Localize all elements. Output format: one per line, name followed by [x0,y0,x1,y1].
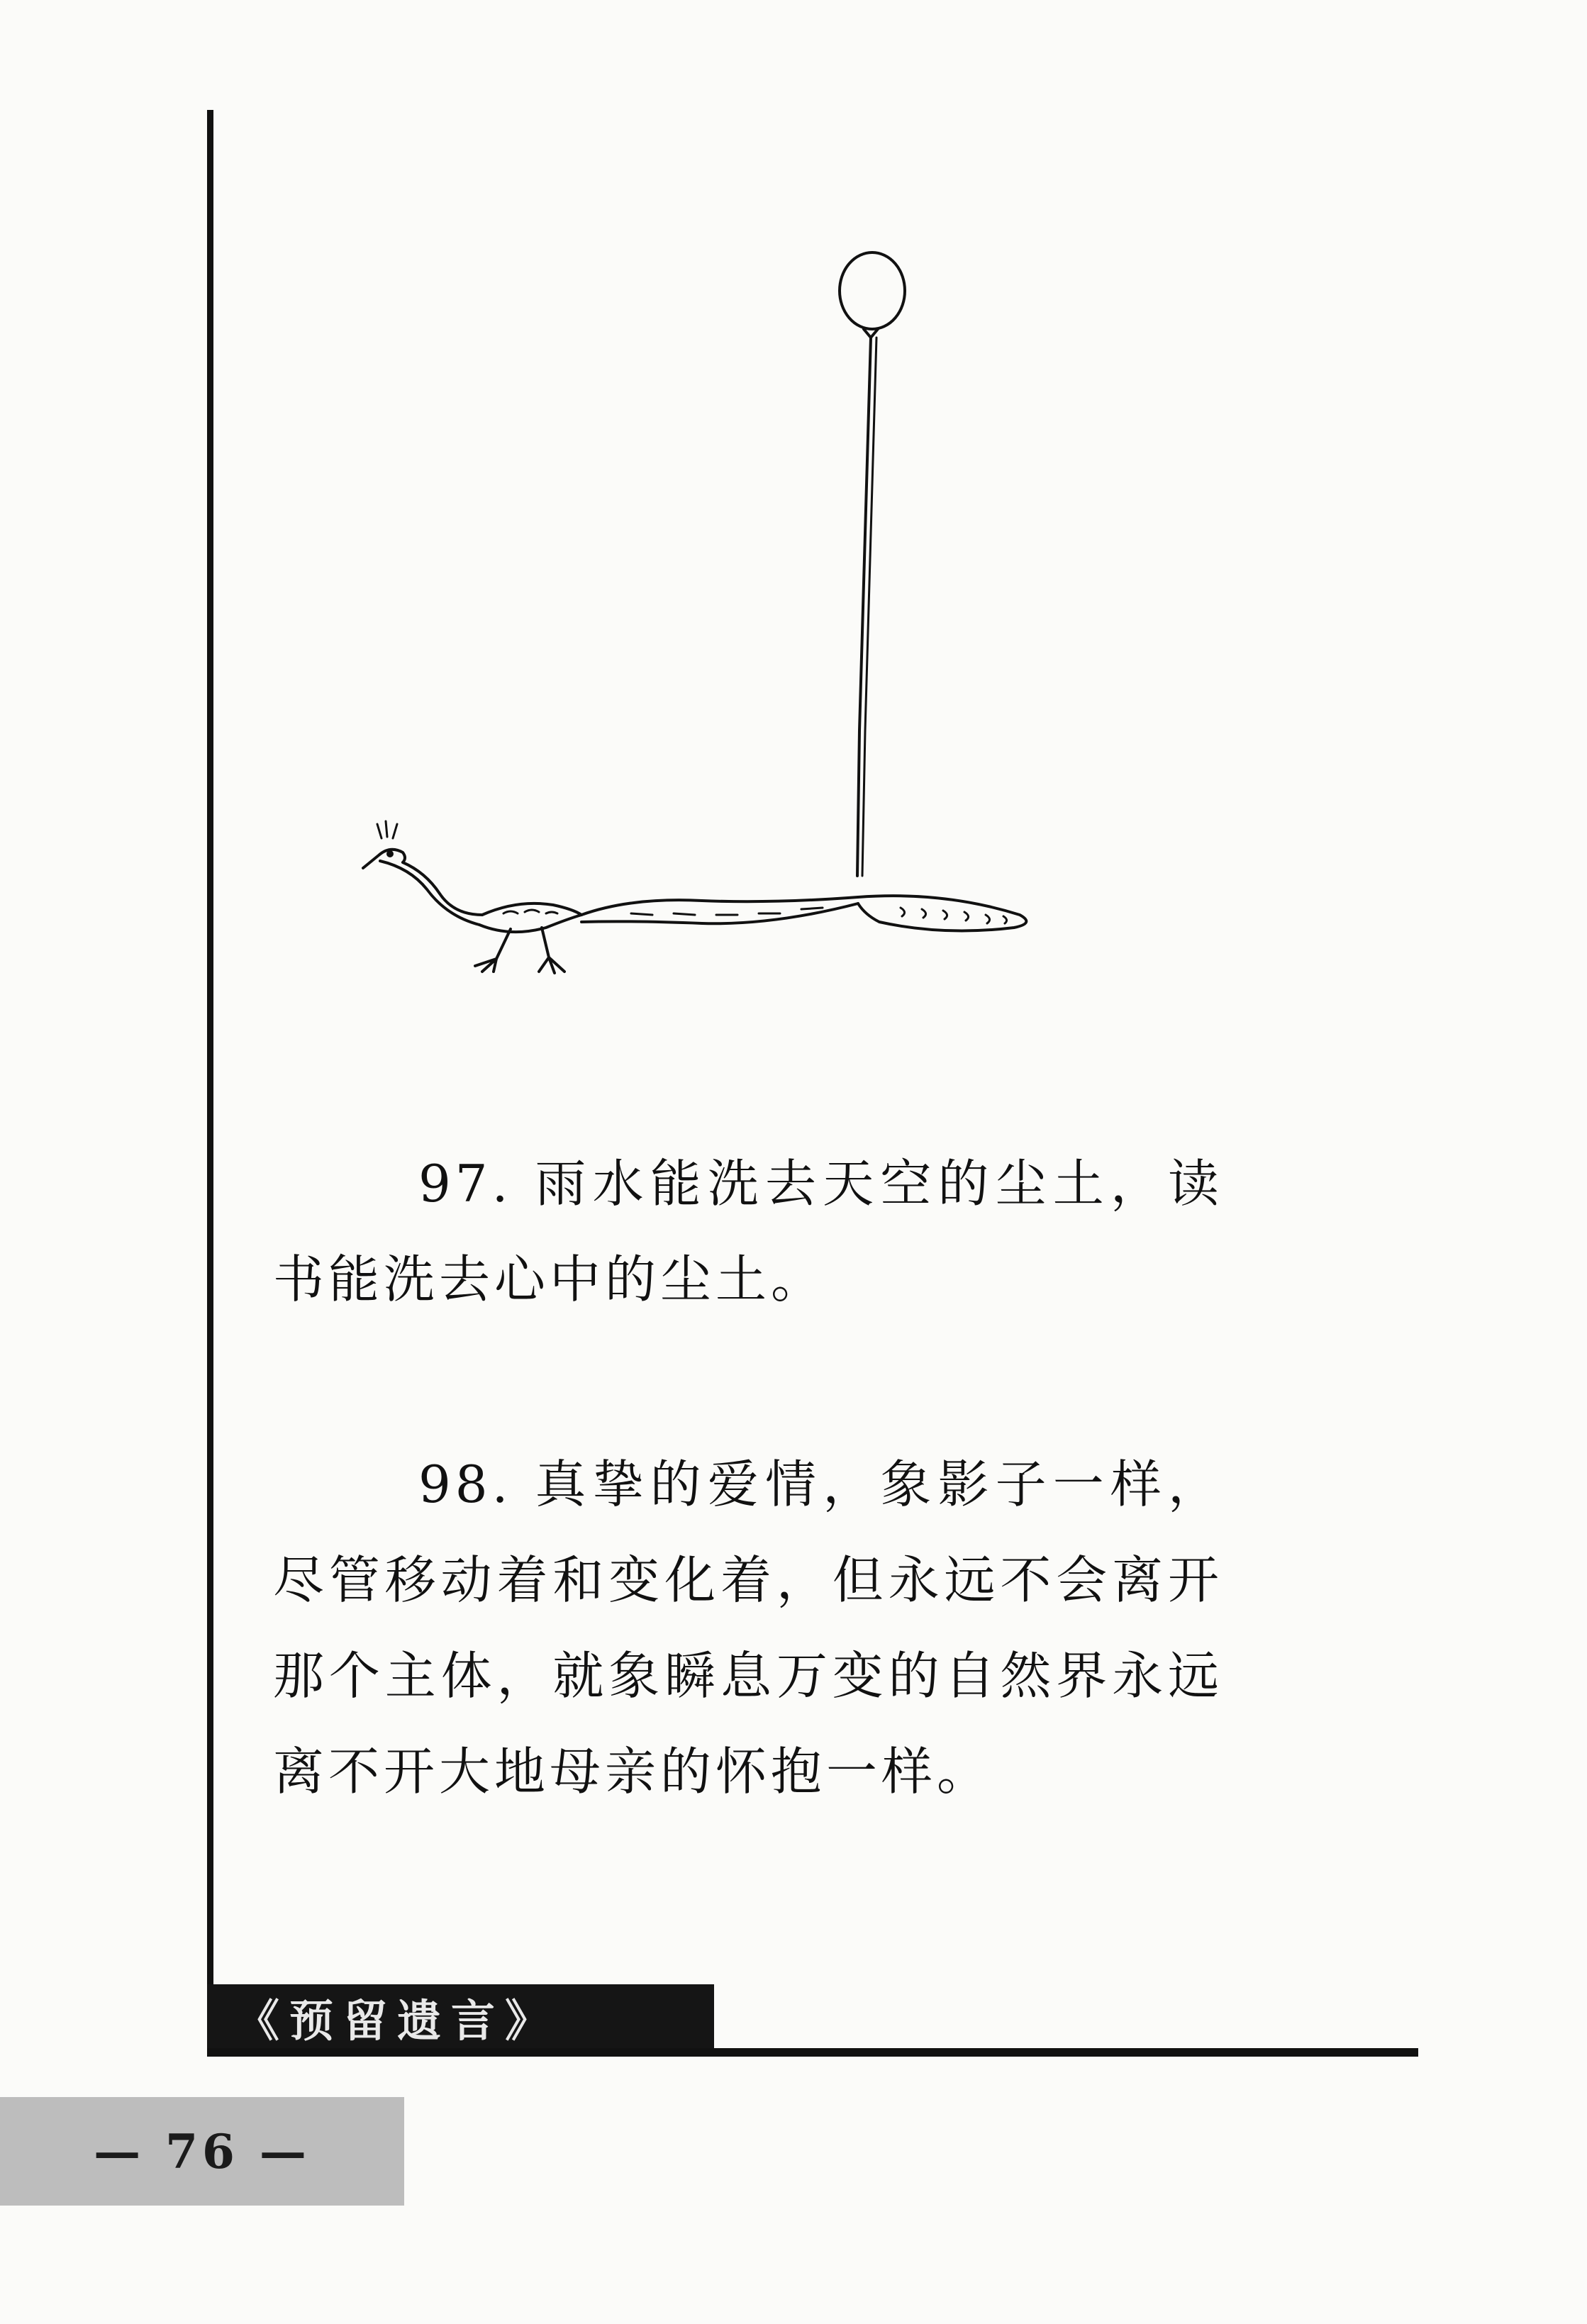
paragraph-97: 97. 雨水能洗去天空的尘土，读书能洗去心中的尘土。 [273,1154,1223,1309]
book-title-band [207,1984,714,2050]
balloon-icon [840,252,905,329]
paragraph-98: 98. 真挚的爱情，象影子一样，尽管移动着和变化着，但永远不会离开那个主体，就象瞬息万变的自然界永远离不开大地母亲的怀抱一样。 [273,1455,1223,1801]
page-number-box [0,2097,404,2206]
page-number: — 76 — [94,2123,311,2179]
left-margin-rule [207,110,213,2057]
peacock-with-balloon-illustration [333,234,1099,1028]
book-title: 《预留遗言》 [235,1994,559,2047]
bottom-rule [207,2048,1418,2057]
peacock-icon [363,821,1026,973]
